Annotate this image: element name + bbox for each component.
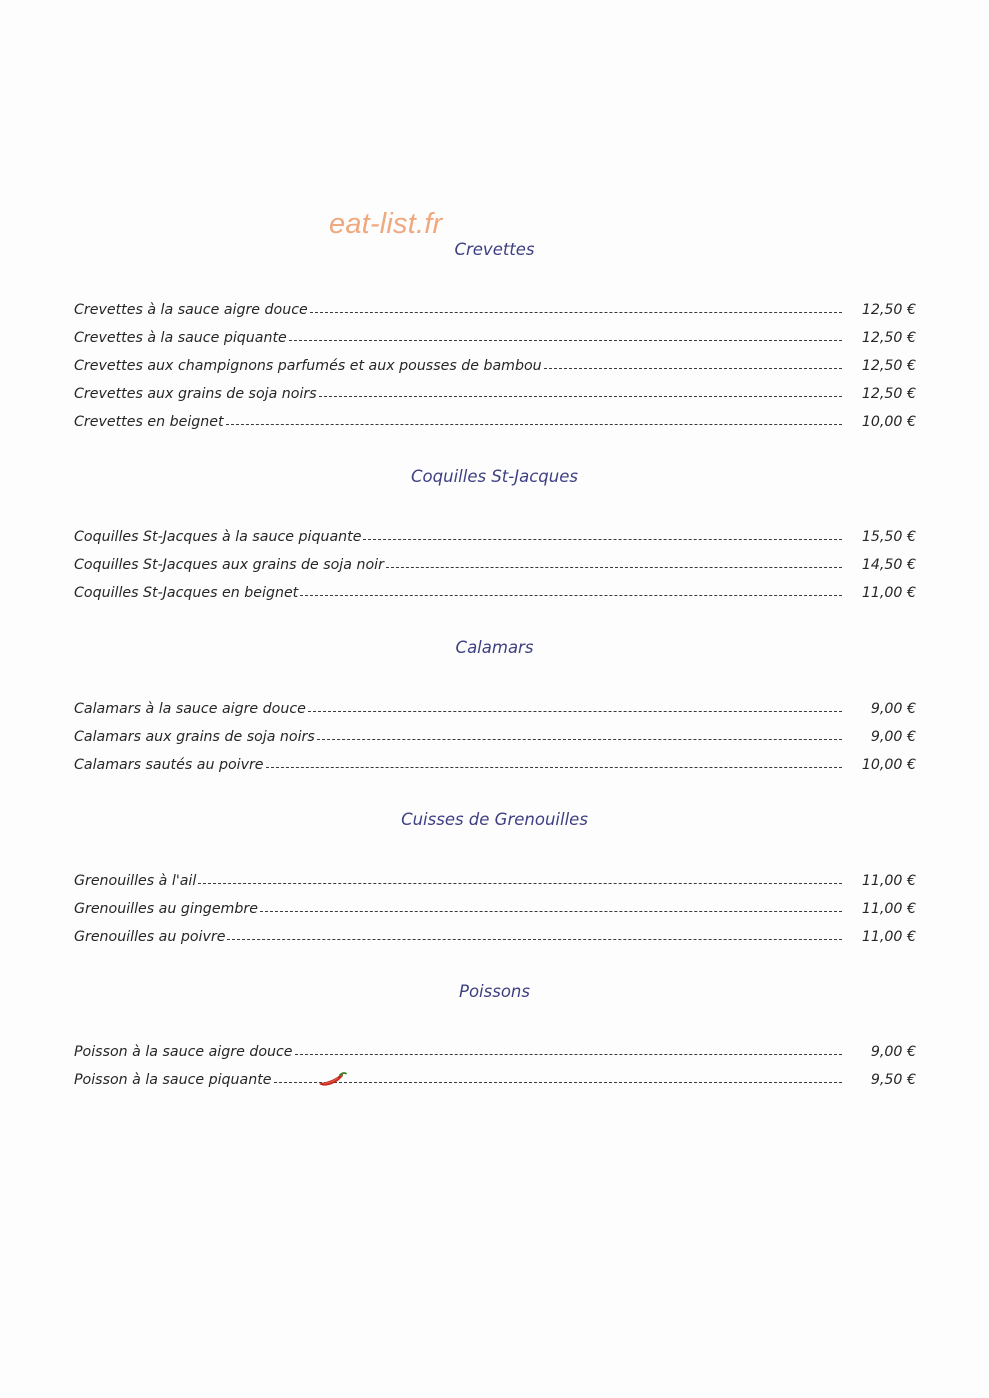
item-name: Crevettes en beignet xyxy=(74,414,224,430)
section-coquilles xyxy=(0,466,989,488)
section-title: Coquilles St-Jacques xyxy=(411,467,578,486)
menu-item xyxy=(74,383,916,405)
item-name: Coquilles St-Jacques en beignet xyxy=(74,585,299,601)
item-name: Crevettes à la sauce aigre douce xyxy=(74,302,308,318)
item-price: 12,50 € xyxy=(861,386,916,402)
item-name: Coquilles St-Jacques à la sauce piquante xyxy=(74,529,362,545)
item-name: Calamars à la sauce aigre douce xyxy=(74,701,306,717)
item-name: Calamars aux grains de soja noirs xyxy=(74,729,315,745)
dotted-leader xyxy=(274,1082,842,1083)
item-name: Poisson à la sauce piquante xyxy=(74,1072,272,1088)
dotted-leader xyxy=(227,939,842,940)
section-poissons xyxy=(0,981,989,1003)
item-name: Coquilles St-Jacques aux grains de soja noir xyxy=(74,557,384,573)
menu-item xyxy=(74,898,916,920)
item-price: 11,00 € xyxy=(861,929,916,945)
item-price: 14,50 € xyxy=(861,557,916,573)
item-name: Grenouilles à l'ail xyxy=(74,873,197,889)
dotted-leader xyxy=(295,1054,842,1055)
item-name: Poisson à la sauce aigre douce xyxy=(74,1044,293,1060)
section-crevettes xyxy=(0,239,989,261)
item-price: 12,50 € xyxy=(861,330,916,346)
item-price: 11,00 € xyxy=(861,901,916,917)
dotted-leader xyxy=(266,767,842,768)
section-calamars xyxy=(0,637,989,659)
item-price: 9,00 € xyxy=(870,701,916,717)
watermark: eat-list.fr xyxy=(329,208,443,240)
dotted-leader xyxy=(319,396,842,397)
section-title: Cuisses de Grenouilles xyxy=(401,810,588,829)
dotted-leader xyxy=(300,595,842,596)
section-title: Poissons xyxy=(459,982,530,1001)
menu-item xyxy=(74,299,916,321)
item-price: 9,50 € xyxy=(870,1072,916,1088)
section-title: Crevettes xyxy=(454,240,535,259)
section-grenouilles xyxy=(0,809,989,831)
menu-item xyxy=(74,754,916,776)
item-name: Crevettes aux grains de soja noirs xyxy=(74,386,317,402)
item-price: 15,50 € xyxy=(861,529,916,545)
item-price: 9,00 € xyxy=(870,729,916,745)
dotted-leader xyxy=(310,312,842,313)
menu-item xyxy=(74,355,916,377)
dotted-leader xyxy=(363,539,842,540)
menu-item xyxy=(74,327,916,349)
item-price: 11,00 € xyxy=(861,873,916,889)
dotted-leader xyxy=(308,711,842,712)
dotted-leader xyxy=(226,424,842,425)
item-price: 10,00 € xyxy=(861,757,916,773)
menu-item xyxy=(74,870,916,892)
menu-item xyxy=(74,554,916,576)
menu-item xyxy=(74,726,916,748)
dotted-leader xyxy=(544,368,842,369)
item-price: 12,50 € xyxy=(861,358,916,374)
item-price: 9,00 € xyxy=(870,1044,916,1060)
dotted-leader xyxy=(260,911,842,912)
item-name: Crevettes à la sauce piquante xyxy=(74,330,287,346)
menu-item xyxy=(74,1069,916,1091)
item-name: Grenouilles au poivre xyxy=(74,929,226,945)
item-price: 11,00 € xyxy=(861,585,916,601)
item-name: Crevettes aux champignons parfumés et aux pousses de bambou xyxy=(74,358,542,374)
dotted-leader xyxy=(198,883,842,884)
menu-item xyxy=(74,926,916,948)
dotted-leader xyxy=(317,739,842,740)
dotted-leader xyxy=(289,340,842,341)
menu-item xyxy=(74,411,916,433)
item-name: Calamars sautés au poivre xyxy=(74,757,264,773)
item-price: 10,00 € xyxy=(861,414,916,430)
chili-pepper-icon xyxy=(318,1072,348,1088)
menu-item xyxy=(74,1041,916,1063)
dotted-leader xyxy=(386,567,842,568)
menu-item xyxy=(74,526,916,548)
menu-item xyxy=(74,582,916,604)
item-price: 12,50 € xyxy=(861,302,916,318)
section-title: Calamars xyxy=(455,638,534,657)
item-name: Grenouilles au gingembre xyxy=(74,901,258,917)
menu-item xyxy=(74,698,916,720)
